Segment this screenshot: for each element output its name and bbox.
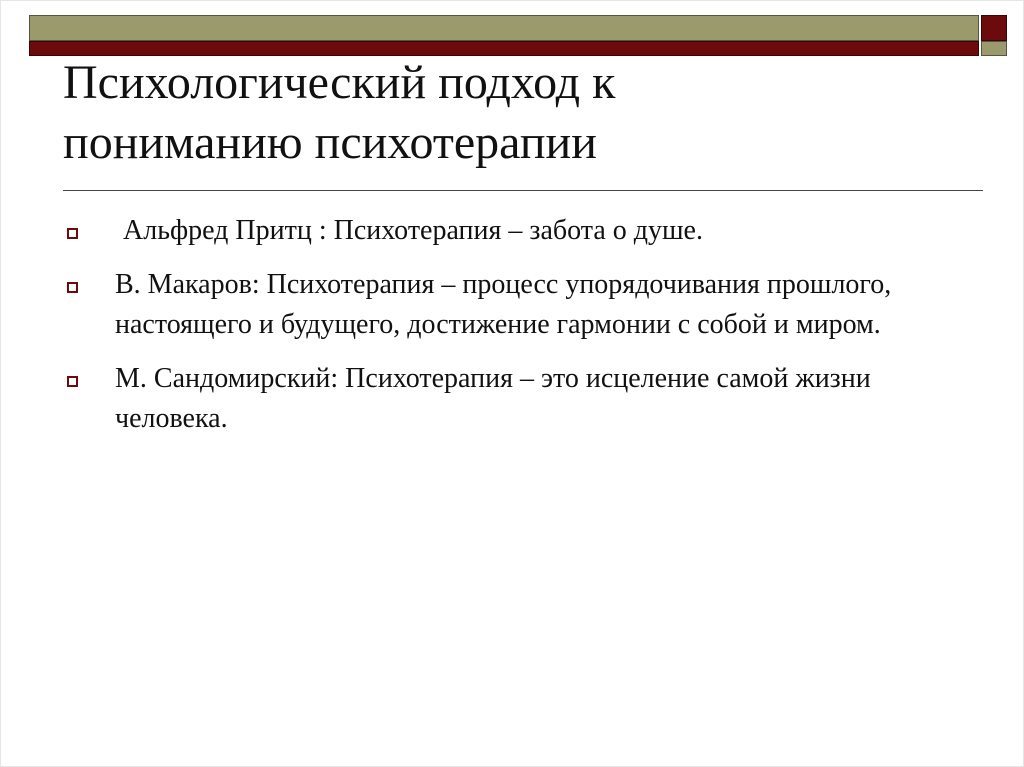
bullet-list xyxy=(63,211,983,453)
square-bullet-icon xyxy=(67,376,78,387)
bullet-text: В. Макаров: Психотерапия – процесс упорядочивания прошлого, настоящего и будущего, достижение гармонии с собой и миром. xyxy=(115,269,892,340)
slide-title-line-1: Психологический подход к xyxy=(63,56,616,109)
bullet-text: Альфред Притц : Психотерапия – забота о душе. xyxy=(123,215,703,246)
bullet-item-sandomirsky xyxy=(63,359,983,439)
bullet-item-pritz xyxy=(63,211,983,251)
decor-square-maroon xyxy=(981,15,1007,41)
decor-square-olive xyxy=(981,41,1007,56)
title-divider xyxy=(63,190,983,191)
slide-title xyxy=(63,53,963,173)
bullet-text: М. Сандомирский: Психотерапия – это исцеление самой жизни человека. xyxy=(115,363,871,434)
slide-title-line-2: пониманию психотерапии xyxy=(63,116,597,169)
bullet-item-makarov xyxy=(63,265,983,345)
decor-bar-olive xyxy=(29,15,979,41)
square-bullet-icon xyxy=(67,282,78,293)
square-bullet-icon xyxy=(67,228,78,239)
